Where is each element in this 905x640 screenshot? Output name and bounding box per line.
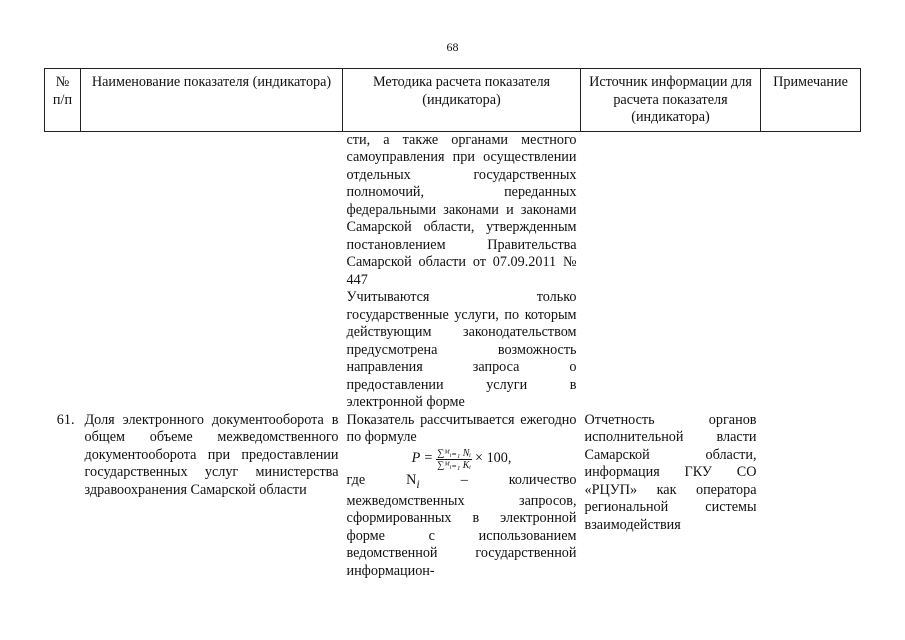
formula-denominator: ∑ᴹᵢ₌₁ Kᵢ (437, 459, 472, 471)
formula-numerator: ∑ᴹᵢ₌₁ Nᵢ (437, 447, 472, 459)
row-61-name: Доля электронного документооборота в общем объеме межведомственного документооборота при предоставлении государственных услуг министерства здравоохранения Самарской области (84, 411, 339, 498)
table-header-row (45, 69, 861, 132)
header-num: № п/п (45, 69, 81, 132)
header-source: Источник информации для расчета показателя (индикатора) (581, 69, 761, 132)
row-61-method-intro: Показатель рассчитывается ежегодно по формуле (346, 411, 577, 445)
row-61-note (761, 412, 861, 581)
where-prefix: где N (346, 471, 417, 488)
formula-fraction (436, 448, 472, 471)
where-rest: – количество межведомственных запросов, сформированных в электронной форме с использованием ведомственной государственной информацион- (346, 471, 577, 579)
row-61-source: Отчетность органов исполнительной власти Самарской области, информация ГКУ СО «РЦУП» как оператора региональной системы взаимодействия (584, 411, 757, 533)
header-name: Наименование показателя (индикатора) (81, 69, 343, 132)
continuation-method-text-2: Учитываются только государственные услуги, по которым действующим законодательством предусмотрена возможность направления запроса о предоставлении услуги в электронной форме (346, 289, 577, 410)
row-61-method-where (347, 472, 577, 581)
continuation-method-text-1: сти, а также органами местного самоуправления при осуществлении отдельных государственных полномочий, переданных федеральными законами и законами Самарской области, утвержденным постановлением Правительства Самарской области от 07.09.2011 № 447 (346, 131, 577, 288)
where-subscript: i (416, 476, 420, 491)
header-note: Примечание (761, 69, 861, 132)
header-method: Методика расчета показателя (индикатора) (343, 69, 581, 132)
table-row-61 (45, 412, 861, 581)
indicator-table (44, 68, 861, 580)
formula-lhs: P = (411, 450, 434, 467)
continuation-method-cell (343, 131, 581, 412)
formula-rhs: × 100, (475, 450, 512, 467)
row-61-method (343, 412, 581, 581)
table-row-continuation (45, 131, 861, 412)
row-61-num: 61. (56, 411, 75, 428)
formula (347, 448, 577, 471)
page-number: 68 (446, 40, 459, 54)
